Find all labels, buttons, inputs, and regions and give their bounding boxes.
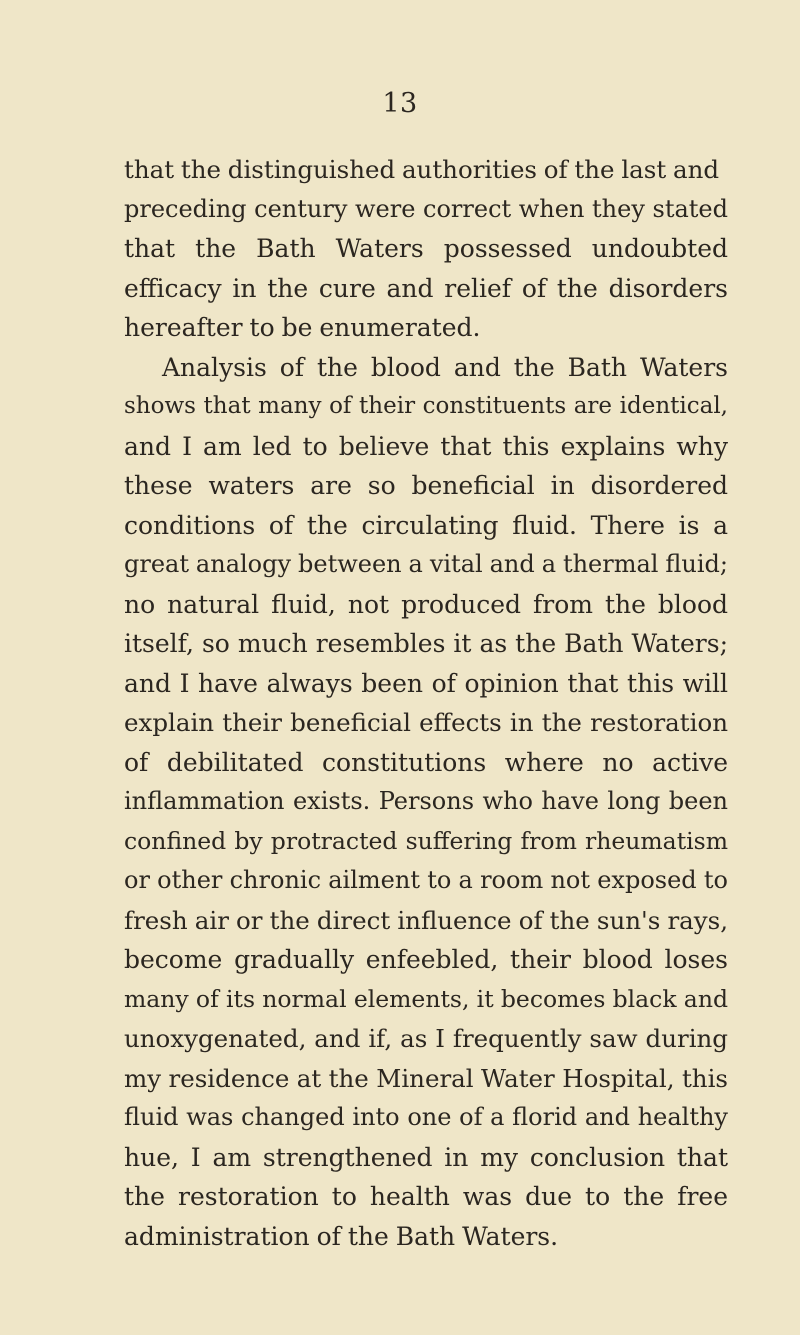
text-line: fluid was changed into one of a florid and healthy — [124, 1103, 728, 1131]
text-line: that the Bath Waters possessed undoubted — [124, 234, 728, 263]
text-line: great analogy between a vital and a thermal fluid; — [124, 550, 728, 578]
text-line: administration of the Bath Waters. — [124, 1221, 559, 1251]
text-line: and I have always been of opinion that this will — [124, 668, 728, 698]
text-line: fresh air or the direct influence of the sun's rays, — [124, 905, 728, 935]
text-line: preceding century were correct when they stated — [124, 194, 728, 223]
text-line: become gradually enfeebled, their blood loses — [124, 945, 728, 974]
text-line: the restoration to health was due to the free — [124, 1182, 728, 1211]
text-line: explain their beneficial effects in the restoration — [124, 708, 728, 737]
text-line: many of its normal elements, it becomes black and — [124, 984, 728, 1013]
text-line: efficacy in the cure and relief of the disorders — [124, 273, 728, 303]
body-text — [124, 150, 728, 1256]
text-line: hue, I am strengthened in my conclusion that — [124, 1142, 728, 1172]
text-line: these waters are so beneficial in disordered — [124, 471, 728, 500]
text-line: Analysis of the blood and the Bath Waters — [162, 352, 728, 382]
text-line: hereafter to be enumerated. — [124, 313, 481, 342]
text-line: unoxygenated, and if, as I frequently saw during — [124, 1024, 728, 1053]
text-line: shows that many of their constituents are identical, — [124, 393, 728, 419]
text-line: or other chronic ailment to a room not exposed to — [124, 866, 728, 894]
text-line: conditions of the circulating fluid. There is a — [124, 510, 728, 540]
text-line: confined by protracted suffering from rheumatism — [124, 826, 728, 855]
text-line: of debilitated constitutions where no active — [124, 747, 728, 777]
text-line: no natural fluid, not produced from the blood — [124, 589, 728, 619]
page-number: 13 — [382, 88, 418, 119]
text-line: that the distinguished authorities of the last and — [124, 155, 720, 184]
text-line: and I am led to believe that this explains why — [124, 431, 728, 461]
text-line: itself, so much resembles it as the Bath Waters; — [124, 629, 728, 658]
text-line: inflammation exists. Persons who have long been — [124, 787, 728, 815]
text-line: my residence at the Mineral Water Hospital, this — [124, 1063, 728, 1093]
